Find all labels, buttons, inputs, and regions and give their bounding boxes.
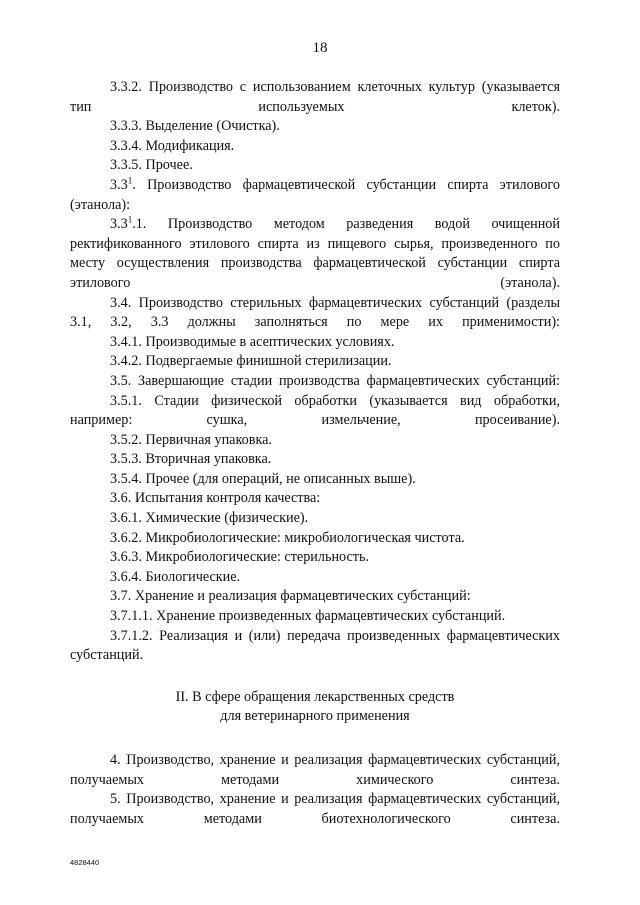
paragraph-3-3-1: [70, 176, 560, 215]
section-heading-line1: II. В сфере обращения лекарственных средств: [175, 688, 455, 705]
paragraph-3-6-2: 3.6.2. Микробиологические: микробиологическая чистота.: [110, 529, 465, 546]
document-code: 4828440: [70, 858, 100, 867]
paragraph-5: 5. Производство, хранение и реализация фармацевтических субстанций, получаемых методами биотехнологического синтеза.: [70, 791, 560, 827]
document-body: [70, 78, 560, 829]
item-number: 3.3: [110, 216, 128, 233]
section-heading: [70, 688, 560, 727]
superscript: 1: [127, 175, 133, 186]
paragraph-3-6-1: 3.6.1. Химические (физические).: [110, 510, 309, 527]
paragraph-3-4: 3.4. Производство стерильных фармацевтических субстанций (разделы 3.1, 3.2, 3.3 должны заполняться по мере их применимости):: [70, 294, 560, 331]
page-number: 18: [312, 40, 328, 56]
paragraph-3-6-4: 3.6.4. Биологические.: [110, 568, 241, 585]
paragraph-3-6: 3.6. Испытания контроля качества:: [110, 490, 321, 507]
paragraph-3-5-3: 3.5.3. Вторичная упаковка.: [110, 451, 272, 468]
paragraph-3-3-1-1: [70, 215, 560, 293]
superscript: 1: [127, 214, 133, 225]
paragraph-3-3-4: 3.3.4. Модификация.: [110, 137, 235, 154]
item-number: 3.3: [110, 176, 128, 193]
paragraph-3-4-1: 3.4.1. Производимые в асептических условиях.: [110, 333, 395, 350]
section-heading-line2: для ветеринарного применения: [220, 708, 410, 725]
paragraph-3-5-4: 3.5.4. Прочее (для операций, не описанных выше).: [110, 470, 416, 487]
paragraph-3-7-1-2: 3.7.1.2. Реализация и (или) передача произведенных фармацевтических субстанций.: [70, 627, 560, 664]
item-text: . Производство фармацевтической субстанции спирта этилового (этанола):: [70, 176, 560, 213]
paragraph-3-4-2: 3.4.2. Подвергаемые финишной стерилизации.: [110, 353, 392, 370]
paragraph-3-3-3: 3.3.3. Выделение (Очистка).: [110, 118, 280, 135]
paragraph-3-5-1: 3.5.1. Стадии физической обработки (указывается вид обработки, например: сушка, измельчение, просеивание).: [70, 392, 560, 429]
paragraph-3-3-5: 3.3.5. Прочее.: [110, 157, 193, 174]
paragraph-3-6-3: 3.6.3. Микробиологические: стерильность.: [110, 549, 369, 566]
paragraph-3-7: 3.7. Хранение и реализация фармацевтических субстанций:: [110, 588, 471, 605]
item-text: .1. Производство методом разведения водой очищенной ректификованного этилового спирта из пищевого сырья, произведенного по месту осуществления производства фармацевтической субстанции спирта этилового (этанола).: [70, 216, 560, 291]
paragraph-4: 4. Производство, хранение и реализация фармацевтических субстанций, получаемых методами химического синтеза.: [70, 752, 560, 788]
paragraph-3-3-2: 3.3.2. Производство с использованием клеточных культур (указывается тип используемых клеток).: [70, 79, 560, 115]
paragraph-3-7-1-1: 3.7.1.1. Хранение произведенных фармацевтических субстанций.: [110, 608, 506, 625]
paragraph-3-5-2: 3.5.2. Первичная упаковка.: [110, 431, 272, 448]
paragraph-3-5: 3.5. Завершающие стадии производства фармацевтических субстанций:: [110, 372, 560, 389]
